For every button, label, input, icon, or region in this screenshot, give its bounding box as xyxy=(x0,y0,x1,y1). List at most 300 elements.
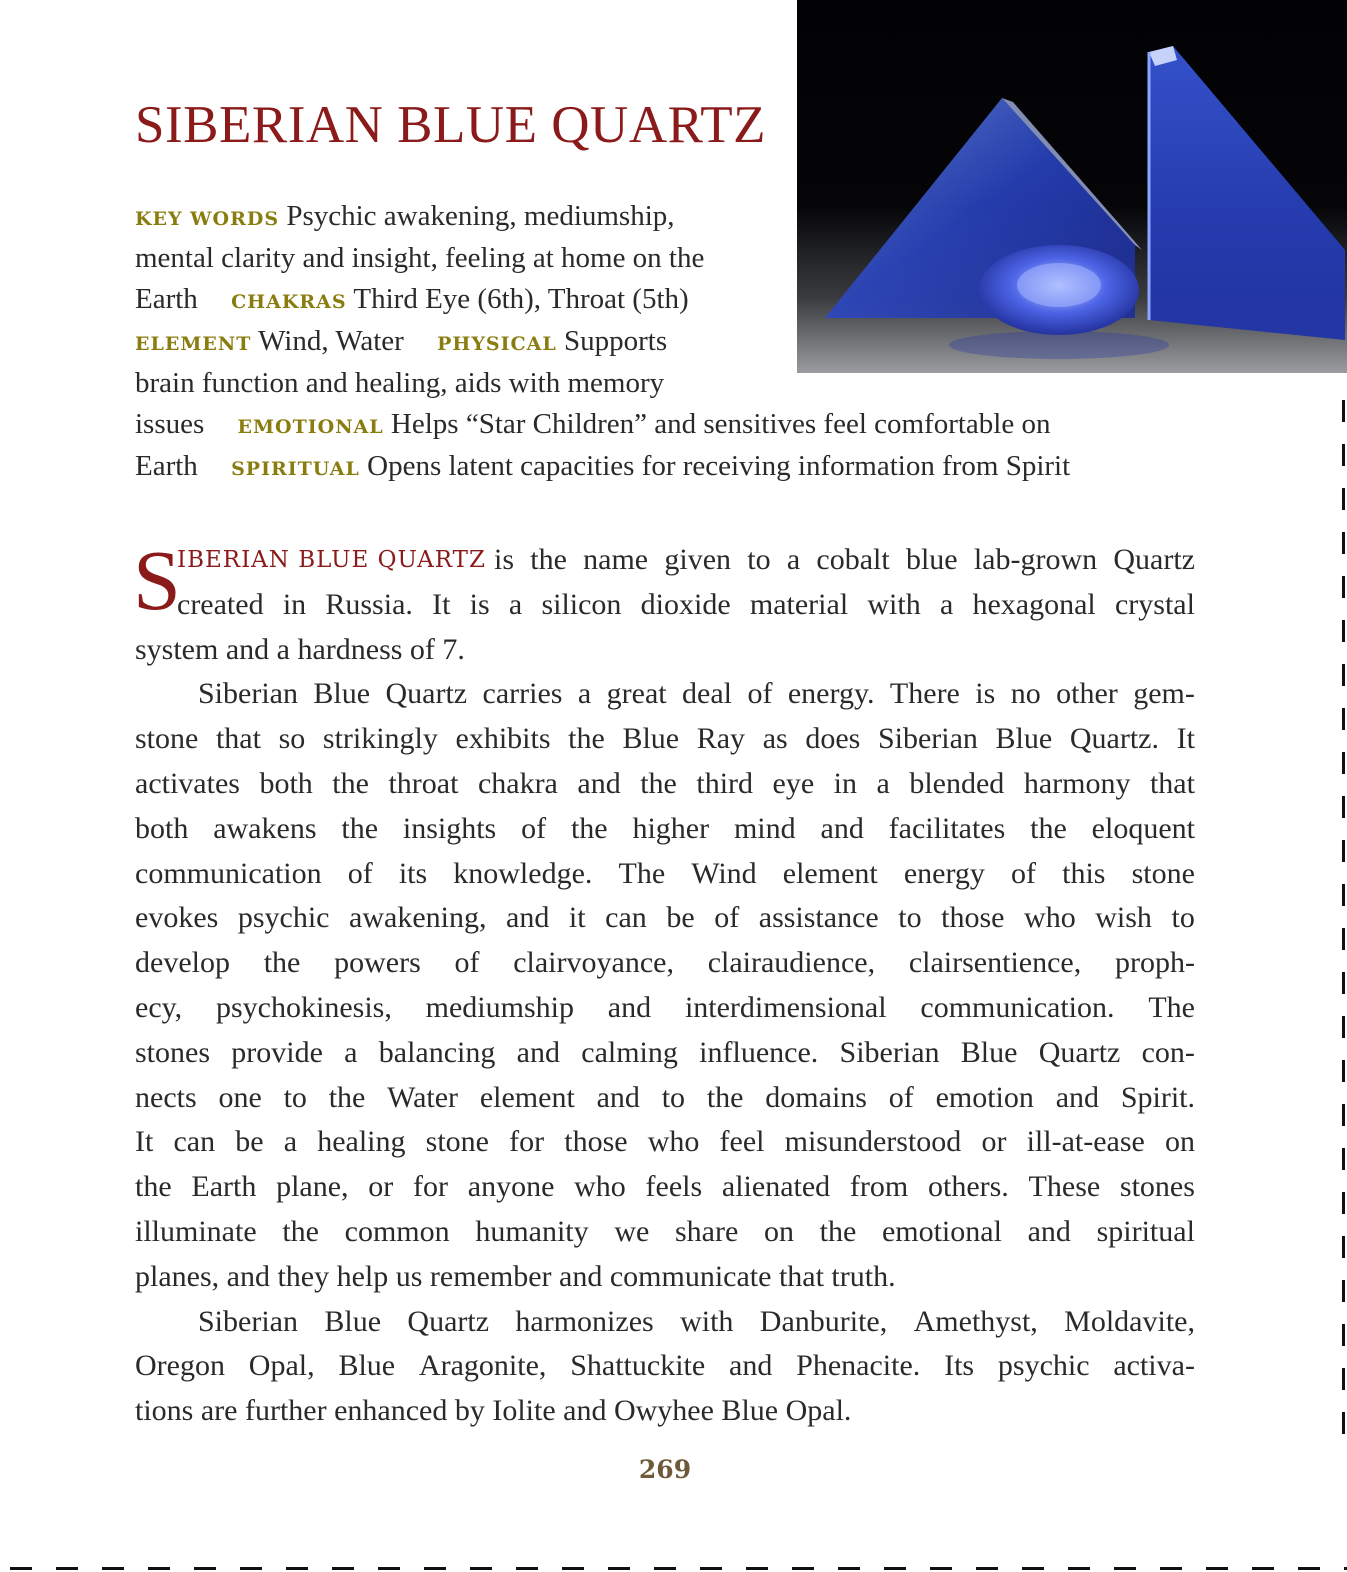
word: does xyxy=(805,722,861,756)
word: those xyxy=(941,901,1005,935)
crop-marks-bottom xyxy=(0,1562,1347,1572)
crop-mark xyxy=(1342,620,1345,642)
summary-line xyxy=(135,196,1210,238)
word: and xyxy=(577,766,621,800)
word: no xyxy=(1010,677,1041,711)
key-words-text: Earth xyxy=(135,283,198,316)
crop-mark xyxy=(1342,1324,1345,1346)
crop-mark xyxy=(424,1567,446,1570)
word: Spirit. xyxy=(1120,1080,1195,1114)
word: emotional xyxy=(881,1214,1002,1248)
word: facilitates xyxy=(888,811,1006,845)
summary-line xyxy=(135,238,1210,280)
crop-mark xyxy=(516,1567,538,1570)
word: the xyxy=(282,1214,319,1248)
word: on xyxy=(763,1214,794,1248)
body-line xyxy=(135,896,1195,941)
word: mediumship xyxy=(425,990,574,1024)
summary-line xyxy=(135,363,1210,405)
crop-mark xyxy=(1160,1567,1182,1570)
word: balancing xyxy=(378,1035,496,1069)
crop-mark xyxy=(240,1567,262,1570)
word: with xyxy=(867,587,921,621)
body-line xyxy=(135,1210,1195,1255)
word: a xyxy=(577,677,592,711)
word: emotion xyxy=(935,1080,1034,1114)
crop-mark xyxy=(1342,796,1345,818)
word: Siberian xyxy=(839,1035,940,1069)
word: awakens xyxy=(213,811,317,845)
body-line xyxy=(135,852,1195,897)
crop-mark xyxy=(1342,972,1345,994)
word: its xyxy=(398,856,428,890)
word: ecy, xyxy=(135,990,183,1024)
body-line-text: system and a hardness of 7. xyxy=(135,632,465,666)
body-text xyxy=(133,532,1195,1434)
word: of xyxy=(454,946,480,980)
word: spiritual xyxy=(1096,1214,1195,1248)
word: Siberian xyxy=(198,677,298,711)
crop-mark xyxy=(976,1567,998,1570)
crop-mark xyxy=(884,1567,906,1570)
stone-summary xyxy=(135,196,1210,488)
word: element xyxy=(479,1080,575,1114)
body-line xyxy=(135,1344,1195,1389)
word: Russia. xyxy=(325,587,413,621)
word: the xyxy=(1030,811,1067,845)
crop-mark xyxy=(1342,1280,1345,1302)
word: nects xyxy=(135,1080,197,1114)
crop-mark xyxy=(1068,1567,1090,1570)
word: the xyxy=(568,722,605,756)
body-line xyxy=(135,538,1195,583)
word: activa- xyxy=(1113,1349,1195,1383)
word: Quartz. xyxy=(1069,722,1159,756)
body-line-text: tions are further enhanced by Iolite and Owyhee Blue Opal. xyxy=(135,1394,852,1428)
word: who xyxy=(1024,901,1076,935)
key-words-text: Psychic awakening, mediumship, xyxy=(286,200,675,232)
word: and xyxy=(607,990,652,1024)
crop-mark xyxy=(1342,884,1345,906)
element-label: ELEMENT xyxy=(135,333,252,356)
word: misunderstood xyxy=(784,1125,962,1159)
word: be xyxy=(235,1125,264,1159)
word: knowledge. xyxy=(453,856,593,890)
word: created xyxy=(177,587,264,621)
crop-mark xyxy=(838,1567,860,1570)
word: harmony xyxy=(1023,766,1131,800)
body-line xyxy=(135,941,1195,986)
word: of xyxy=(347,856,373,890)
crop-mark xyxy=(562,1567,584,1570)
word: great xyxy=(606,677,667,711)
spiritual-label: SPIRITUAL xyxy=(231,458,360,481)
word: blue xyxy=(905,543,958,576)
word: so xyxy=(278,722,306,756)
word: domains xyxy=(765,1080,867,1114)
word: Aragonite, xyxy=(418,1349,547,1383)
word: Water xyxy=(387,1080,459,1114)
word: of xyxy=(888,1080,914,1114)
word: communication. xyxy=(920,990,1115,1024)
emotional-label: EMOTIONAL xyxy=(237,416,384,439)
crop-mark xyxy=(1022,1567,1044,1570)
word: who xyxy=(574,1170,626,1204)
word: to xyxy=(747,543,771,576)
word: to xyxy=(1171,901,1195,935)
word: to xyxy=(283,1080,307,1114)
word: the xyxy=(530,543,567,576)
word: one xyxy=(218,1080,262,1114)
body-line xyxy=(135,628,1195,673)
word: stone xyxy=(425,1125,489,1159)
word: provide xyxy=(231,1035,323,1069)
crop-mark xyxy=(700,1567,722,1570)
word: of xyxy=(747,677,773,711)
drop-cap: S xyxy=(133,532,181,628)
word: assistance xyxy=(758,901,879,935)
word: Moldavite, xyxy=(1064,1304,1195,1338)
crop-mark xyxy=(1342,532,1345,554)
crop-mark xyxy=(1342,576,1345,598)
word: Quartz xyxy=(1038,1035,1121,1069)
crop-mark xyxy=(930,1567,952,1570)
word: and xyxy=(729,1349,773,1383)
word: gem- xyxy=(1133,677,1195,711)
crop-mark xyxy=(56,1567,78,1570)
crop-mark xyxy=(1342,1016,1345,1038)
crop-mark xyxy=(608,1567,630,1570)
word: of xyxy=(1011,856,1037,890)
word: crystal xyxy=(1114,587,1195,621)
word: alienated xyxy=(721,1170,831,1204)
word: on xyxy=(1164,1125,1195,1159)
word: It xyxy=(432,587,451,621)
crop-mark xyxy=(1342,708,1345,730)
word: healing xyxy=(317,1125,406,1159)
crop-mark xyxy=(102,1567,124,1570)
word: with xyxy=(680,1304,734,1338)
word: common xyxy=(344,1214,450,1248)
crop-mark xyxy=(1342,1060,1345,1082)
word: con- xyxy=(1141,1035,1195,1069)
crop-mark xyxy=(1342,1104,1345,1126)
word: and xyxy=(1027,1214,1071,1248)
word: strikingly xyxy=(322,722,438,756)
word: Blue xyxy=(338,1349,396,1383)
word: can xyxy=(605,901,647,935)
body-line xyxy=(135,1031,1195,1076)
word: to xyxy=(898,901,922,935)
crop-mark xyxy=(332,1567,354,1570)
word: the xyxy=(706,1080,744,1114)
word: interdimensional xyxy=(684,990,887,1024)
word: of xyxy=(521,811,547,845)
word: influence. xyxy=(699,1035,819,1069)
word: Blue xyxy=(960,1035,1018,1069)
word: blended xyxy=(909,766,1005,800)
word: psychic xyxy=(237,901,330,935)
page-title: SIBERIAN BLUE QUARTZ xyxy=(135,96,767,154)
word: the xyxy=(328,1080,366,1114)
word: for xyxy=(413,1170,449,1204)
emotional-text: Earth xyxy=(135,450,198,483)
crop-mark xyxy=(1252,1567,1274,1570)
crop-mark xyxy=(1342,444,1345,466)
page-number: 269 xyxy=(638,1455,692,1484)
crop-mark xyxy=(1342,928,1345,950)
word: powers xyxy=(334,946,421,980)
word: Amethyst, xyxy=(913,1304,1038,1338)
body-line-text: planes, and they help us remember and communicate that truth. xyxy=(135,1259,896,1293)
crop-mark xyxy=(1342,1412,1345,1434)
word: energy xyxy=(903,856,985,890)
crop-mark xyxy=(148,1567,170,1570)
word: third xyxy=(696,766,754,800)
word: the xyxy=(570,811,608,845)
word: from xyxy=(849,1170,909,1204)
word: or xyxy=(368,1170,394,1204)
word: a xyxy=(344,1035,358,1069)
word: and xyxy=(596,1080,640,1114)
word: The xyxy=(618,856,666,890)
word: humanity xyxy=(475,1214,589,1248)
word: Oregon xyxy=(135,1349,225,1383)
crop-mark xyxy=(792,1567,814,1570)
word: a xyxy=(283,1125,298,1159)
spiritual-text: Opens latent capacities for receiving information from Spirit xyxy=(367,450,1071,483)
word: to xyxy=(661,1080,686,1114)
word: feels xyxy=(645,1170,703,1204)
body-line xyxy=(135,1120,1195,1165)
crop-mark xyxy=(1342,1236,1345,1258)
body-line xyxy=(135,1300,1195,1345)
crop-mark xyxy=(1298,1567,1320,1570)
word: Quartz xyxy=(385,677,468,711)
word: dioxide xyxy=(640,587,731,621)
physical-text: brain function and healing, aids with memory xyxy=(135,366,665,399)
word: element xyxy=(782,856,878,890)
summary-line xyxy=(135,279,1210,321)
key-words-label: KEY WORDS xyxy=(135,208,280,230)
crop-mark xyxy=(1342,400,1345,422)
word: and xyxy=(506,901,550,935)
body-line-text xyxy=(494,538,1195,583)
word: share xyxy=(674,1214,739,1248)
word: Shattuckite xyxy=(570,1349,706,1383)
word: anyone xyxy=(467,1170,555,1204)
element-text: Wind, Water xyxy=(258,325,404,358)
word: cobalt xyxy=(816,543,890,576)
word: for xyxy=(509,1125,545,1159)
crop-mark xyxy=(1342,1192,1345,1214)
key-words-text: mental clarity and insight, feeling at home on the xyxy=(135,241,705,274)
word: a xyxy=(786,543,801,576)
word: proph- xyxy=(1114,946,1195,980)
body-line xyxy=(135,986,1195,1031)
word: Opal, xyxy=(248,1349,315,1383)
body-line xyxy=(135,807,1195,852)
word: eye xyxy=(772,766,815,800)
word: develop xyxy=(135,946,230,980)
chakras-text: Third Eye (6th), Throat (5th) xyxy=(353,283,689,316)
word: psychic xyxy=(997,1349,1090,1383)
body-line xyxy=(135,1389,1195,1434)
lead-in: IBERIAN BLUE QUARTZ xyxy=(177,547,487,573)
word: can xyxy=(173,1125,216,1159)
word: that xyxy=(215,722,261,756)
summary-line xyxy=(135,404,1210,446)
word: a xyxy=(939,587,954,621)
word: Ray xyxy=(696,722,746,756)
word: It xyxy=(1176,722,1195,756)
word: this xyxy=(1062,856,1106,890)
physical-label: PHYSICAL xyxy=(437,333,557,356)
word: or xyxy=(981,1125,1007,1159)
word: material xyxy=(749,587,849,621)
word: of xyxy=(714,901,740,935)
word: exhibits xyxy=(455,722,551,756)
word: and xyxy=(820,811,864,845)
word: Earth xyxy=(191,1170,257,1204)
word: Blue xyxy=(324,1304,382,1338)
word: communication xyxy=(135,856,322,890)
word: clairaudience, xyxy=(707,946,876,980)
body-line xyxy=(135,583,1195,628)
word: lab-grown xyxy=(973,543,1098,576)
body-line xyxy=(135,717,1195,762)
crop-mark xyxy=(286,1567,308,1570)
word: Its xyxy=(944,1349,975,1383)
word: stone xyxy=(1131,856,1195,890)
body-line xyxy=(135,672,1195,717)
word: eloquent xyxy=(1091,811,1195,845)
word: is xyxy=(494,543,515,576)
summary-line xyxy=(135,321,1210,363)
word: The xyxy=(1148,990,1195,1024)
word: clairsentience, xyxy=(908,946,1082,980)
word: Siberian xyxy=(877,722,978,756)
physical-text: issues xyxy=(135,408,205,441)
word: plane, xyxy=(276,1170,349,1204)
word: There xyxy=(889,677,960,711)
word: and xyxy=(516,1035,560,1069)
word: calming xyxy=(581,1035,678,1069)
crop-mark xyxy=(1114,1567,1136,1570)
word: it xyxy=(568,901,586,935)
crop-mark xyxy=(1342,840,1345,862)
word: stones xyxy=(135,1035,210,1069)
crop-mark xyxy=(1206,1567,1228,1570)
word: and xyxy=(1055,1080,1100,1114)
crop-mark xyxy=(1342,488,1345,510)
crop-mark xyxy=(1342,1148,1345,1170)
crop-mark xyxy=(1342,1368,1345,1390)
word: Danburite, xyxy=(759,1304,888,1338)
word: chakra xyxy=(477,766,558,800)
crop-mark xyxy=(746,1567,768,1570)
word: stones xyxy=(1119,1170,1195,1204)
word: we xyxy=(614,1214,650,1248)
body-line xyxy=(135,762,1195,807)
crop-mark xyxy=(378,1567,400,1570)
word: silicon xyxy=(541,587,622,621)
word: Blue xyxy=(995,722,1053,756)
word: It xyxy=(135,1125,154,1159)
word: name xyxy=(583,543,649,576)
word: as xyxy=(762,722,788,756)
word: evokes xyxy=(135,901,219,935)
word: the xyxy=(341,811,379,845)
word: in xyxy=(833,766,858,800)
word: illuminate xyxy=(135,1214,257,1248)
word: throat xyxy=(388,766,459,800)
word: Siberian xyxy=(198,1304,298,1338)
word: a xyxy=(508,587,523,621)
word: harmonizes xyxy=(515,1304,654,1338)
word: mind xyxy=(733,811,796,845)
word: Quartz xyxy=(407,1304,490,1338)
word: Blue xyxy=(622,722,680,756)
word: the xyxy=(819,1214,857,1248)
word: stone xyxy=(135,722,199,756)
word: feel xyxy=(719,1125,765,1159)
word: the xyxy=(263,946,301,980)
word: the xyxy=(640,766,677,800)
word: activates xyxy=(135,766,240,800)
crop-mark xyxy=(1342,664,1345,686)
word: other xyxy=(1056,677,1118,711)
word: wish xyxy=(1095,901,1152,935)
word: a xyxy=(876,766,890,800)
word: others. xyxy=(927,1170,1009,1204)
word: those xyxy=(564,1125,628,1159)
word: ill-at-ease xyxy=(1026,1125,1145,1159)
word: is xyxy=(469,587,490,621)
word: be xyxy=(666,901,695,935)
word: both xyxy=(259,766,313,800)
crop-mark xyxy=(1342,752,1345,774)
word: that xyxy=(1149,766,1195,800)
body-line xyxy=(135,1076,1195,1121)
word: higher xyxy=(632,811,710,845)
word: in xyxy=(282,587,307,621)
word: who xyxy=(647,1125,700,1159)
word: awakening, xyxy=(349,901,487,935)
word: deal xyxy=(682,677,733,711)
word: both xyxy=(135,811,189,845)
word: Phenacite. xyxy=(796,1349,921,1383)
word: psychokinesis, xyxy=(216,990,392,1024)
word: clairvoyance, xyxy=(513,946,674,980)
crop-mark xyxy=(194,1567,216,1570)
word: the xyxy=(332,766,369,800)
word: carries xyxy=(482,677,563,711)
crop-mark xyxy=(470,1567,492,1570)
word: hexagonal xyxy=(972,587,1096,621)
chakras-label: CHAKRAS xyxy=(231,291,347,314)
word: Wind xyxy=(691,856,757,890)
word: These xyxy=(1028,1170,1101,1204)
word: Blue xyxy=(313,677,371,711)
physical-text: Supports xyxy=(563,325,668,358)
emotional-text: Helps “Star Children” and sensitives feel comfortable on xyxy=(390,408,1051,441)
word: Quartz xyxy=(1113,543,1195,576)
body-line xyxy=(135,1255,1195,1300)
summary-line xyxy=(135,446,1210,488)
word: given xyxy=(664,543,732,576)
word: is xyxy=(975,677,996,711)
